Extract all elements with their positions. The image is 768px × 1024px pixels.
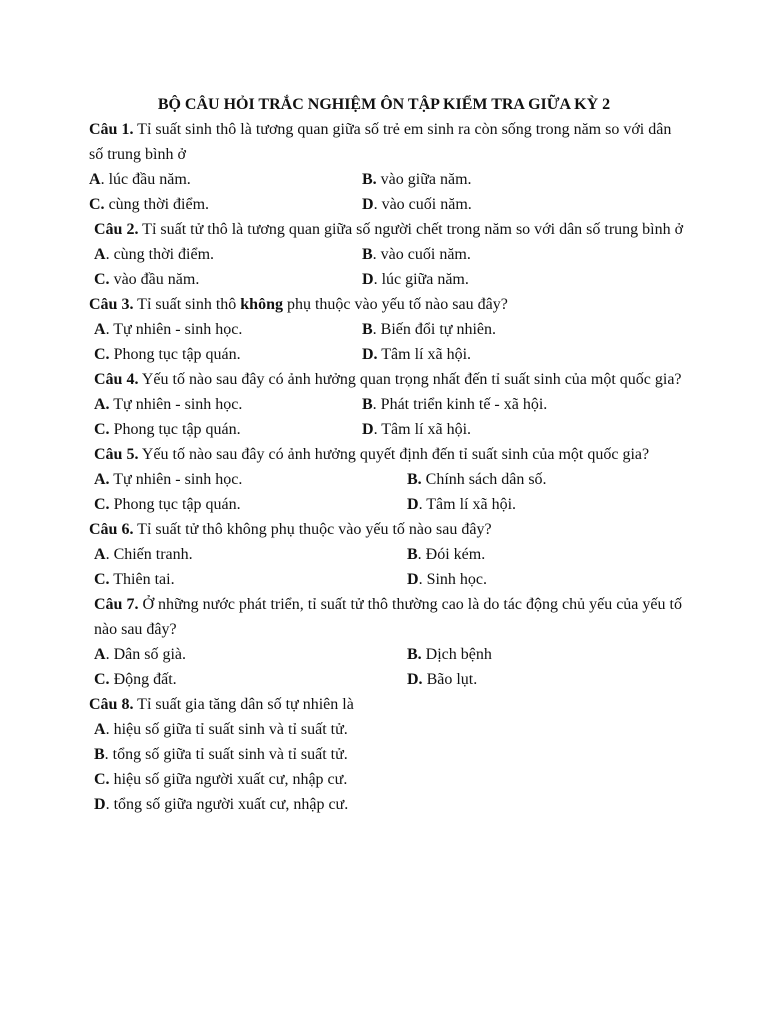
option-sep: . <box>104 746 113 763</box>
option-sep: . <box>418 571 427 588</box>
option-sep: . <box>373 196 382 213</box>
option-text: Phong tục tập quán. <box>113 346 241 363</box>
question-text: Ở những nước phát triển, tỉ suất tử thô thường cao là do tác động chủ yếu của yếu tố nào sau đây? <box>94 596 682 638</box>
option-text: Tâm lí xã hội. <box>381 421 472 438</box>
option-text: vào cuối năm. <box>380 246 471 263</box>
option-text: lúc giữa năm. <box>381 271 469 288</box>
option-text: Phát triển kinh tế - xã hội. <box>380 396 548 413</box>
option-text: tổng số giữa tỉ suất sinh và tỉ suất tử. <box>112 746 348 763</box>
option-letter: B. <box>407 646 422 663</box>
option-d <box>362 267 469 292</box>
option-a <box>89 167 191 192</box>
option-a <box>94 642 186 667</box>
option-letter: D. <box>407 671 423 688</box>
option-letter: C. <box>94 346 110 363</box>
option-text: Tâm lí xã hội. <box>426 496 517 513</box>
option-sep: . <box>418 496 427 513</box>
page-title: BỘ CÂU HỎI TRẮC NGHIỆM ÔN TẬP KIỂM TRA GIỮA KỲ 2 <box>157 96 611 113</box>
option-b <box>89 742 689 767</box>
option-sep: . <box>372 396 381 413</box>
option-letter: D <box>407 496 419 513</box>
option-sep: . <box>372 321 381 338</box>
option-sep: . <box>105 796 114 813</box>
question-3 <box>89 292 689 317</box>
option-c <box>89 767 689 792</box>
option-b <box>362 167 472 192</box>
option-letter: A <box>94 646 106 663</box>
option-letter: B <box>362 321 373 338</box>
option-letter: C. <box>94 271 110 288</box>
option-a <box>89 717 689 742</box>
option-text: Đói kém. <box>425 546 486 563</box>
question-1 <box>89 117 689 167</box>
option-letter: A <box>94 321 106 338</box>
question-label: Câu 3. <box>89 296 134 313</box>
option-a <box>94 392 242 417</box>
question-text: Yếu tố nào sau đây có ảnh hưởng quan trọng nhất đến tỉ suất sinh của một quốc gia? <box>138 371 682 388</box>
option-letter: C. <box>89 196 105 213</box>
option-sep: . <box>373 271 382 288</box>
option-text: tổng số giữa người xuất cư, nhập cư. <box>113 796 349 813</box>
option-sep: . <box>105 721 114 738</box>
question-label: Câu 2. <box>94 221 139 238</box>
option-b <box>362 392 547 417</box>
question-text: Tỉ suất sinh thô <box>133 296 241 313</box>
option-letter: A <box>89 171 101 188</box>
option-letter: B <box>94 746 105 763</box>
option-text: Tự nhiên - sinh học. <box>113 321 243 338</box>
option-row <box>89 492 689 517</box>
question-6 <box>89 517 689 542</box>
option-letter: D <box>94 796 106 813</box>
option-row <box>89 467 689 492</box>
option-letter: A <box>94 246 106 263</box>
option-d <box>407 667 477 692</box>
option-letter: B. <box>362 171 377 188</box>
option-b <box>407 642 492 667</box>
option-row <box>89 667 689 692</box>
option-d <box>362 192 472 217</box>
option-sep: . <box>105 321 114 338</box>
option-letter: A. <box>94 471 110 488</box>
option-row <box>89 392 689 417</box>
option-text: Chiến tranh. <box>113 546 193 563</box>
option-letter: A <box>94 721 106 738</box>
option-letter: D <box>362 421 374 438</box>
option-sep: . <box>105 546 114 563</box>
option-text: Sinh học. <box>426 571 488 588</box>
option-d <box>362 342 471 367</box>
option-text: Bão lụt. <box>426 671 478 688</box>
question-2 <box>89 217 689 242</box>
option-letter: B <box>362 396 373 413</box>
option-letter: C. <box>94 496 110 513</box>
question-list <box>89 117 689 817</box>
option-letter: B. <box>407 471 422 488</box>
option-row <box>89 317 689 342</box>
option-c <box>94 492 241 517</box>
option-c <box>94 667 177 692</box>
question-text: Tỉ suất tử thô là tương quan giữa số người chết trong năm so với dân số trung bình ở <box>138 221 684 238</box>
option-c <box>94 342 241 367</box>
option-letter: C. <box>94 771 110 788</box>
option-row <box>89 167 689 192</box>
option-a <box>94 317 242 342</box>
question-label: Câu 6. <box>89 521 134 538</box>
option-row <box>89 567 689 592</box>
option-row <box>89 642 689 667</box>
option-text: Tự nhiên - sinh học. <box>113 471 243 488</box>
question-label: Câu 7. <box>94 596 139 613</box>
option-text: cùng thời điểm. <box>108 196 210 213</box>
option-text: vào đầu năm. <box>113 271 200 288</box>
option-text: Biến đổi tự nhiên. <box>380 321 496 338</box>
option-text: cùng thời điểm. <box>113 246 215 263</box>
option-d <box>362 417 471 442</box>
option-text: Thiên tai. <box>113 571 175 588</box>
question-8 <box>89 692 689 717</box>
option-letter: D <box>407 571 419 588</box>
option-letter: B <box>407 546 418 563</box>
option-row <box>89 192 689 217</box>
option-letter: C. <box>94 571 110 588</box>
option-text: Chính sách dân số. <box>425 471 547 488</box>
option-c <box>94 567 175 592</box>
option-row <box>89 242 689 267</box>
option-b <box>407 467 547 492</box>
option-c <box>89 192 209 217</box>
option-a <box>94 542 193 567</box>
option-letter: D. <box>362 346 378 363</box>
option-row <box>89 267 689 292</box>
question-text: Tỉ suất gia tăng dân số tự nhiên là <box>133 696 354 713</box>
option-text: Phong tục tập quán. <box>113 496 241 513</box>
option-sep: . <box>373 421 382 438</box>
question-text: phụ thuộc vào yếu tố nào sau đây? <box>282 296 508 313</box>
option-c <box>94 417 241 442</box>
option-letter: C. <box>94 421 110 438</box>
option-row <box>89 542 689 567</box>
option-text: vào cuối năm. <box>381 196 472 213</box>
question-5 <box>89 442 689 467</box>
option-row <box>89 417 689 442</box>
option-row <box>89 342 689 367</box>
option-letter: D <box>362 196 374 213</box>
option-letter: B <box>362 246 373 263</box>
question-4 <box>89 367 689 392</box>
option-d <box>407 492 516 517</box>
question-label: Câu 5. <box>94 446 139 463</box>
option-text: Tự nhiên - sinh học. <box>113 396 243 413</box>
option-a <box>94 242 214 267</box>
question-text: Tỉ suất tử thô không phụ thuộc vào yếu tố nào sau đây? <box>133 521 492 538</box>
option-b <box>407 542 485 567</box>
question-label: Câu 1. <box>89 121 134 138</box>
option-text: hiệu số giữa người xuất cư, nhập cư. <box>113 771 348 788</box>
option-sep: . <box>372 246 381 263</box>
question-text: Tỉ suất sinh thô là tương quan giữa số trẻ em sinh ra còn sống trong năm so với dân số trung bình ở <box>89 121 672 163</box>
question-label: Câu 8. <box>89 696 134 713</box>
option-d <box>89 792 689 817</box>
option-b <box>362 242 471 267</box>
question-emphasis: không <box>240 296 283 313</box>
option-text: Phong tục tập quán. <box>113 421 241 438</box>
option-text: Tâm lí xã hội. <box>381 346 472 363</box>
option-d <box>407 567 487 592</box>
option-text: lúc đầu năm. <box>108 171 191 188</box>
option-sep: . <box>100 171 109 188</box>
option-c <box>94 267 199 292</box>
question-text: Yếu tố nào sau đây có ảnh hưởng quyết định đến tỉ suất sinh của một quốc gia? <box>138 446 650 463</box>
question-7 <box>89 592 689 642</box>
option-letter: C. <box>94 671 110 688</box>
option-letter: A <box>94 546 106 563</box>
option-text: vào giữa năm. <box>380 171 472 188</box>
option-text: Dịch bệnh <box>425 646 492 663</box>
option-sep: . <box>105 646 114 663</box>
option-a <box>94 467 242 492</box>
option-sep: . <box>105 246 114 263</box>
option-letter: D <box>362 271 374 288</box>
question-label: Câu 4. <box>94 371 139 388</box>
option-sep: . <box>417 546 426 563</box>
option-text: Động đất. <box>113 671 177 688</box>
option-text: Dân số già. <box>113 646 186 663</box>
option-b <box>362 317 496 342</box>
option-text: hiệu số giữa tỉ suất sinh và tỉ suất tử. <box>113 721 348 738</box>
option-letter: A. <box>94 396 110 413</box>
